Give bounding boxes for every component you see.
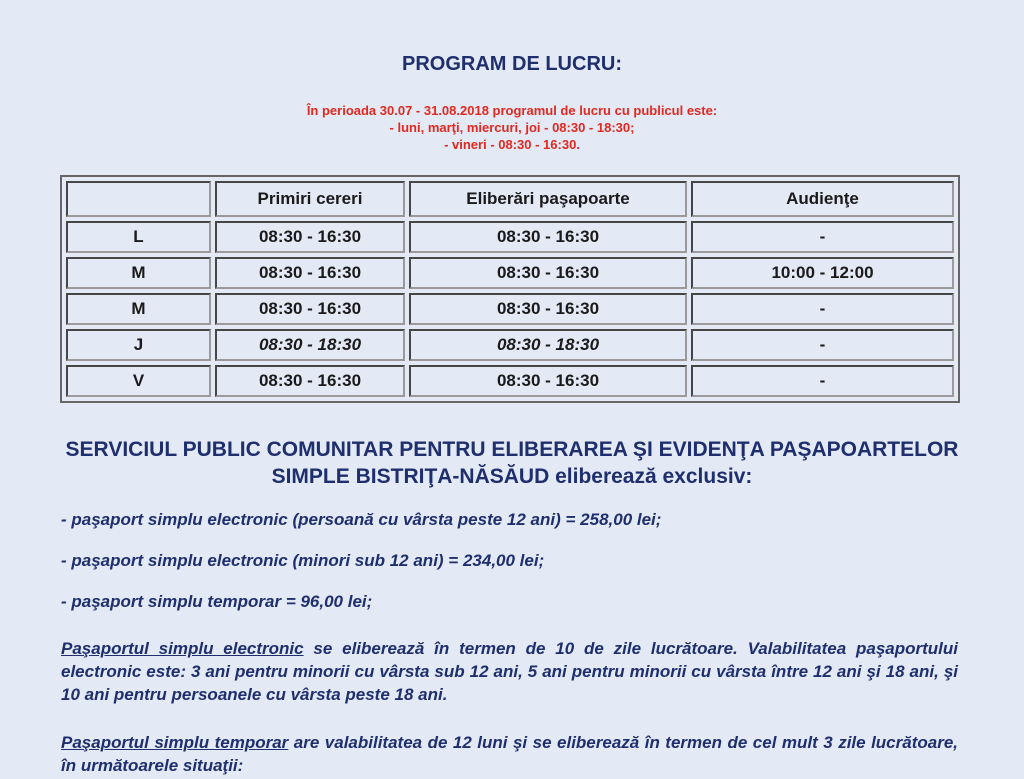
header-cell-requests: Primiri cereri bbox=[215, 181, 405, 217]
table-row bbox=[66, 257, 954, 289]
requests-cell: 08:30 - 16:30 bbox=[215, 221, 405, 253]
section-heading-line-1: SERVICIUL PUBLIC COMUNITAR PENTRU ELIBERAREA ŞI EVIDENŢA PAŞAPOARTELOR bbox=[65, 438, 959, 461]
release-cell: 08:30 - 16:30 bbox=[409, 257, 687, 289]
audience-cell: - bbox=[691, 293, 954, 325]
section-heading-line-2: SIMPLE BISTRIŢA-NĂSĂUD eliberează exclusiv: bbox=[271, 465, 753, 488]
release-cell: 08:30 - 16:30 bbox=[409, 365, 687, 397]
release-cell: 08:30 - 18:30 bbox=[409, 329, 687, 361]
requests-cell: 08:30 - 16:30 bbox=[215, 365, 405, 397]
requests-cell: 08:30 - 16:30 bbox=[215, 257, 405, 289]
table-header-row bbox=[66, 181, 954, 217]
temporary-passport-link[interactable]: Paşaportul simplu temporar bbox=[61, 733, 289, 752]
header-cell-audiences: Audienţe bbox=[691, 181, 954, 217]
table-row bbox=[66, 221, 954, 253]
day-cell: L bbox=[66, 221, 211, 253]
list-item: - paşaport simplu temporar = 96,00 lei; bbox=[61, 592, 373, 611]
header-cell-passport-release: Eliberări paşapoarte bbox=[409, 181, 687, 217]
notice-line-1: În perioada 30.07 - 31.08.2018 programul de lucru cu publicul este: bbox=[306, 103, 718, 118]
release-cell: 08:30 - 16:30 bbox=[409, 293, 687, 325]
day-cell: M bbox=[66, 257, 211, 289]
day-cell: J bbox=[66, 329, 211, 361]
electronic-passport-text: se eliberează în termen de 10 de zile lucrătoare. Valabilitatea paşaportului electronic este: 3 ani pentru minorii cu vârsta sub 12 ani, 5 ani pentru minorii cu vârsta între 12 ani şi 18 ani, şi 10 ani pentru persoanele cu vârsta peste 18 ani. bbox=[61, 639, 958, 704]
page-title: PROGRAM DE LUCRU: bbox=[402, 53, 622, 75]
section-heading bbox=[0, 436, 1024, 490]
audience-cell: 10:00 - 12:00 bbox=[691, 257, 954, 289]
list-item: - paşaport simplu electronic (minori sub 12 ani) = 234,00 lei; bbox=[61, 551, 545, 570]
temporary-passport-text: are valabilitatea de 12 luni şi se eliberează în termen de cel mult 3 zile lucrătoare, în următoarele situaţii: bbox=[61, 733, 959, 775]
electronic-passport-paragraph bbox=[61, 637, 958, 706]
audience-cell: - bbox=[691, 329, 954, 361]
requests-cell: 08:30 - 16:30 bbox=[215, 293, 405, 325]
notice-line-3: - vineri - 08:30 - 16:30. bbox=[444, 137, 580, 152]
list-item: - paşaport simplu electronic (persoană cu vârsta peste 12 ani) = 258,00 lei; bbox=[61, 510, 662, 529]
notice-line-2: - luni, marţi, miercuri, joi - 08:30 - 18:30; bbox=[389, 120, 635, 135]
day-cell: V bbox=[66, 365, 211, 397]
schedule-notice bbox=[0, 102, 1024, 153]
table-row bbox=[66, 329, 954, 361]
requests-cell: 08:30 - 18:30 bbox=[215, 329, 405, 361]
audience-cell: - bbox=[691, 365, 954, 397]
audience-cell: - bbox=[691, 221, 954, 253]
header-cell-day bbox=[66, 181, 211, 217]
electronic-passport-link[interactable]: Paşaportul simplu electronic bbox=[61, 639, 304, 658]
table-row bbox=[66, 365, 954, 397]
table-row bbox=[66, 293, 954, 325]
release-cell: 08:30 - 16:30 bbox=[409, 221, 687, 253]
temporary-passport-paragraph bbox=[61, 731, 958, 777]
fee-list bbox=[61, 510, 961, 633]
day-cell: M bbox=[66, 293, 211, 325]
schedule-table bbox=[60, 175, 960, 403]
